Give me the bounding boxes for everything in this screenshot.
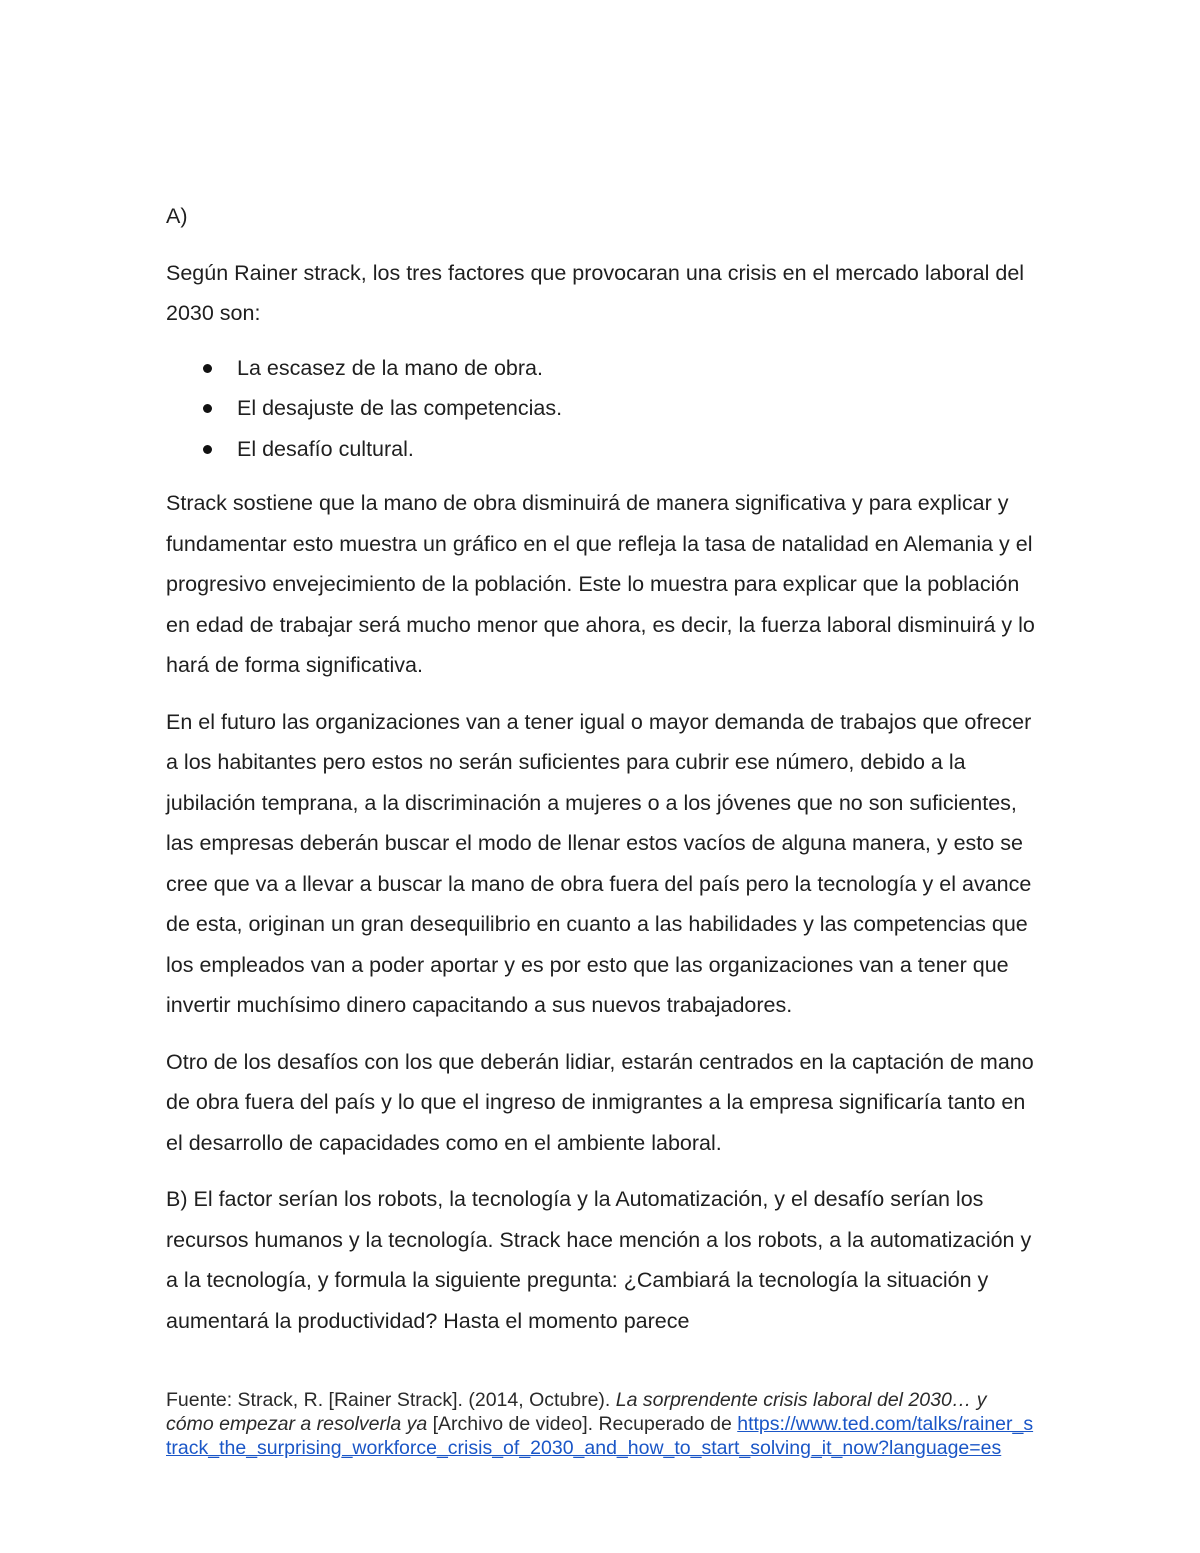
footnote-title: La sorprendente crisis laboral del 2030… y cómo empezar a resolverla ya — [166, 1389, 987, 1435]
footnote-middle: [Archivo de video]. Recuperado de — [427, 1413, 738, 1435]
section-heading-a: A) — [166, 204, 188, 228]
footnote — [166, 1388, 1036, 1460]
list-item — [166, 429, 1036, 470]
list-item — [166, 348, 1036, 389]
bullet-icon — [203, 404, 212, 413]
bullet-icon — [203, 364, 212, 373]
list-item-text: El desafío cultural. — [237, 436, 414, 461]
body-paragraph: Otro de los desafíos con los que deberán lidiar, estarán centrados en la captación de mano de obra fuera del país y lo que el ingreso de inmigrantes a la empresa significaría tanto en el desarrollo de capacidades como en el ambiente laboral. — [166, 1049, 1034, 1155]
footnote-prefix: Fuente: Strack, R. [Rainer Strack]. (2014, Octubre). — [166, 1389, 616, 1411]
bullet-icon — [203, 445, 212, 454]
section-b-paragraph: B) El factor serían los robots, la tecnología y la Automatización, y el desafío serían los recursos humanos y la tecnología. Strack hace mención a los robots, a la automatización y a la tecnología, y formula la siguiente pregunta: ¿Cambiará la tecnología la situación y aumentará la productividad? Hasta el momento parece — [166, 1187, 1032, 1333]
intro-paragraph: Según Rainer strack, los tres factores que provocaran una crisis en el mercado laboral del 2030 son: — [166, 260, 1025, 325]
factors-list — [166, 348, 1036, 470]
body-paragraph: Strack sostiene que la mano de obra disminuirá de manera significativa y para explicar y fundamentar esto muestra un gráfico en el que refleja la tasa de natalidad en Alemania y el progresivo envejecimiento de la población. Este lo muestra para explicar que la población en edad de trabajar será mucho menor que ahora, es decir, la fuerza laboral disminuirá y lo hará de forma significativa. — [166, 491, 1035, 677]
list-item-text: La escasez de la mano de obra. — [237, 355, 543, 380]
list-item — [166, 388, 1036, 429]
body-paragraph: En el futuro las organizaciones van a tener igual o mayor demanda de trabajos que ofrecer a los habitantes pero estos no serán suficientes para cubrir ese número, debido a la jubilación temprana, a la discriminación a mujeres o a los jóvenes que no son suficientes, las empresas deberán buscar el modo de llenar estos vacíos de alguna manera, y esto se cree que va a llevar a buscar la mano de obra fuera del país pero la tecnología y el avance de esta, originan un gran desequilibrio en cuanto a las habilidades y las competencias que los empleados van a poder aportar y es por esto que las organizaciones van a tener que invertir muchísimo dinero capacitando a sus nuevos trabajadores. — [166, 709, 1032, 1017]
document-body — [166, 196, 1036, 1357]
list-item-text: El desajuste de las competencias. — [237, 396, 563, 420]
footnote-text — [166, 1388, 1036, 1460]
source-link[interactable]: https://www.ted.com/talks/rainer_strack_the_surprising_workforce_crisis_of_2030_and_how_to_start_solving_it_now?language=es — [166, 1413, 1034, 1459]
